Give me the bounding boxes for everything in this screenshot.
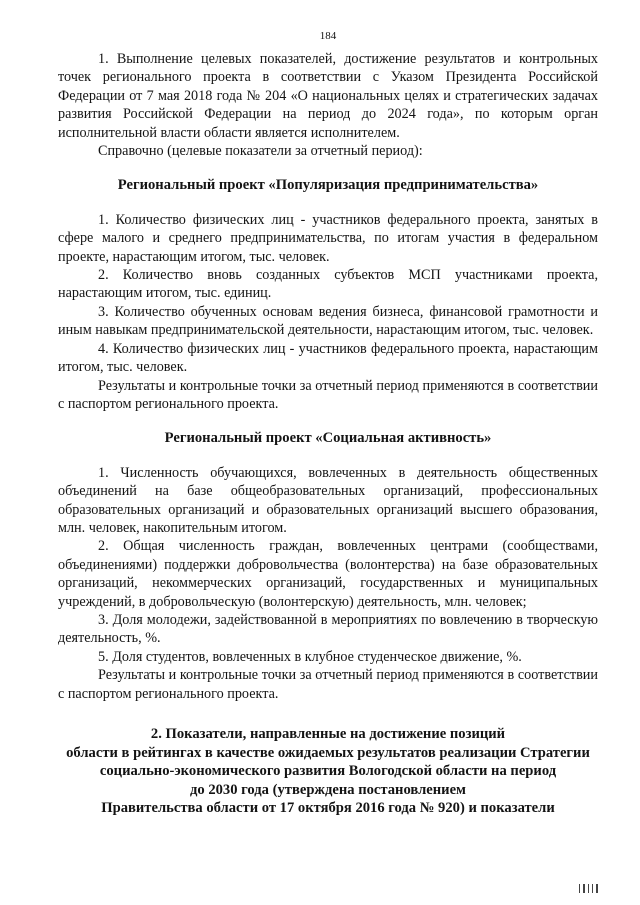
project2-note: Результаты и контрольные точки за отчетный период применяются в соответствии с паспортом регионального проекта. — [58, 667, 598, 702]
section2-line-2: области в рейтингах в качестве ожидаемых результатов реализации Стратегии социально-экономического развития Вологодской области на период — [66, 744, 590, 780]
project1-note: Результаты и контрольные точки за отчетный период применяются в соответствии с паспортом регионального проекта. — [58, 377, 598, 412]
reference-note: Справочно (целевые показатели за отчетный период): — [98, 143, 423, 160]
project1-item-3: 3. Количество обученных основам ведения бизнеса, финансовой грамотности и иным навыкам предпринимательской деятельности, нарастающим итогом, тыс. человек. — [58, 303, 598, 339]
project2-item-3: 3. Доля молодежи, задействованной в мероприятиях по вовлечению в творческую деятельность, %. — [58, 611, 598, 647]
project1-item-2: 2. Количество вновь созданных субъектов МСП участниками проекта, нарастающим итогом, тыс. единиц. — [58, 267, 598, 302]
section2-line-1: 2. Показатели, направленные на достижение позиций — [150, 726, 506, 742]
project2-item-2: 2. Общая численность граждан, вовлеченных центрами (сообществами, объединениями) поддержки добровольчества (волонтерства) на базе образовательных организаций, некоммерческих организаций, государственных и муниципальных учреждений, в добровольческую (волонтерскую) деятельность, млн. человек; — [58, 538, 598, 610]
scan-mark — [579, 884, 598, 893]
page-number: 184 — [319, 30, 337, 42]
project2-item-5: 5. Доля студентов, вовлеченных в клубное студенческое движение, %. — [98, 648, 522, 665]
section2-line-3: до 2030 года (утверждена постановлением — [190, 781, 466, 798]
project1-item-1: 1. Количество физических лиц - участников федерального проекта, занятых в сфере малого и среднего предпринимательства, по итогам участия в федеральном проекте, нарастающим итогом, тыс. человек. — [58, 211, 598, 265]
project2-title: Региональный проект «Социальная активность» — [164, 430, 492, 447]
intro-paragraph: 1. Выполнение целевых показателей, достижение результатов и контрольных точек регионального проекта в соответствии с Указом Президента Российской Федерации от 7 мая 2018 года № 204 «О национальных целях и стратегических задачах развития Российской Федерации на период до 2024 года», по которым орган исполнительной власти области является исполнителем. — [58, 51, 598, 141]
project1-title: Региональный проект «Популяризация предпринимательства» — [117, 177, 539, 194]
section2-line-4: Правительства области от 17 октября 2016 года № 920) и показатели — [101, 800, 555, 817]
project1-item-4: 4. Количество физических лиц - участников федерального проекта, нарастающим итогом, тыс. человек. — [58, 340, 598, 376]
section2-heading — [58, 725, 598, 818]
project2-item-1: 1. Численность обучающихся, вовлеченных в деятельность общественных объединений на базе общеобразовательных организаций, профессиональных образовательных организаций и образовательных организаций высшего образования, млн. человек, накопительным итогом. — [58, 464, 598, 536]
